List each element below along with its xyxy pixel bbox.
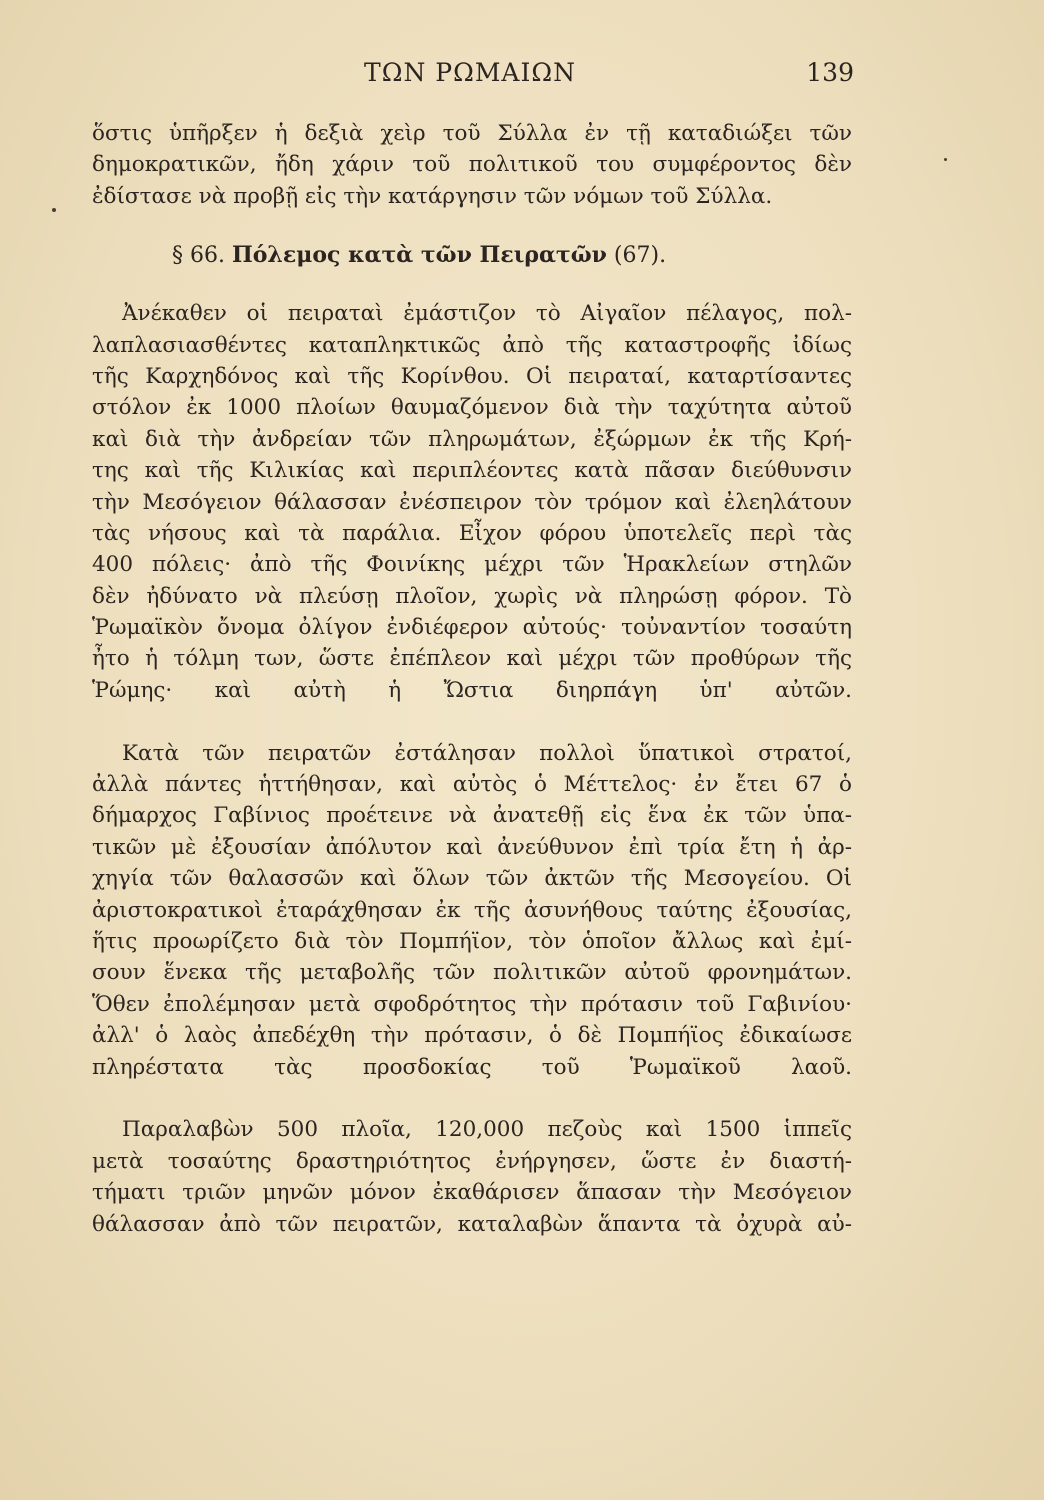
text-line: δημοκρατικῶν, ἤδη χάριν τοῦ πολιτικοῦ του συμφέροντος δὲν	[92, 152, 852, 178]
text-line: πληρέστατα τὰς προσδοκίας τοῦ Ῥωμαϊκοῦ λαοῦ.	[92, 1054, 852, 1080]
text-line: Ἀνέκαθεν οἱ πειραταὶ ἐμάστιζον τὸ Αἰγαῖον πέλαγος, πολ-	[122, 301, 852, 327]
text-line: ἀλλὰ πάντες ἡττήθησαν, καὶ αὐτὸς ὁ Μέττελος· ἐν ἔτει 67 ὁ	[92, 772, 852, 798]
text-line: 400 πόλεις· ἀπὸ τῆς Φοινίκης μέχρι τῶν Ἡρακλείων στηλῶν	[92, 552, 852, 578]
ink-speck	[52, 208, 56, 212]
running-title: ΤΩΝ ΡΩΜΑΙΩΝ	[364, 58, 576, 87]
text-line: λαπλασιασθέντες καταπληκτικῶς ἀπὸ τῆς καταστροφῆς ἰδίως	[92, 332, 852, 358]
text-line	[92, 706, 852, 737]
text-line: ὅστις ὑπῆρξεν ἡ δεξιὰ χεὶρ τοῦ Σύλλα ἐν τῇ καταδιώξει τῶν	[92, 121, 852, 146]
text-line: τὴν Μεσόγειον θάλασσαν ἐνέσπειρον τὸν τρόμον καὶ ἐλεηλάτουν	[92, 489, 852, 515]
text-line: Ῥωμαϊκὸν ὄνομα ὀλίγον ἐνδιέφερον αὐτούς· τοὐναντίον τοσαύτη	[92, 615, 852, 641]
text-line: δήμαρχος Γαβίνιος προέτεινε νὰ ἀνατεθῇ εἰς ἕνα ἐκ τῶν ὑπα-	[92, 803, 852, 829]
section-heading	[92, 232, 852, 278]
text-line: τὰς νήσους καὶ τὰ παράλια. Εἶχον φόρου ὑποτελεῖς περὶ τὰς	[92, 520, 852, 546]
text-line: στόλον ἐκ 1000 πλοίων θαυμαζόμενον διὰ τὴν ταχύτητα αὐτοῦ	[92, 395, 852, 421]
text-line: της καὶ τῆς Κιλικίας καὶ περιπλέοντες κατὰ πᾶσαν διεύθυνσιν	[92, 458, 852, 484]
text-line: ἥτις προωρίζετο διὰ τὸν Πομπήϊον, τὸν ὁποῖον ἄλλως καὶ ἐμί-	[92, 928, 852, 954]
running-header	[90, 58, 854, 92]
text-line: ἐδίστασε νὰ προβῇ εἰς τὴν κατάργησιν τῶν νόμων τοῦ Σύλλα.	[92, 183, 773, 209]
text-line: Κατὰ τῶν πειρατῶν ἐστάλησαν πολλοὶ ὕπατικοὶ στρατοί,	[122, 740, 852, 766]
body-text	[92, 118, 852, 1240]
text-line: τήματι τριῶν μηνῶν μόνον ἐκαθάρισεν ἅπασαν τὴν Μεσόγειον	[92, 1180, 852, 1206]
text-line: θάλασσαν ἀπὸ τῶν πειρατῶν, καταλαβὼν ἅπαντα τὰ ὀχυρὰ αὐ-	[92, 1211, 852, 1237]
page-number: 139	[806, 58, 854, 87]
text-line: καὶ διὰ τὴν ἀνδρείαν τῶν πληρωμάτων, ἐξώρμων ἐκ τῆς Κρή-	[92, 426, 852, 452]
text-line: σουν ἕνεκα τῆς μεταβολῆς τῶν πολιτικῶν αὐτοῦ φρονημάτων.	[92, 960, 852, 986]
text-line: ἦτο ἡ τόλμη των, ὥστε ἐπέπλεον καὶ μέχρι τῶν προθύρων τῆς	[92, 646, 852, 672]
text-line: Ῥώμης· καὶ αὐτὴ ἡ Ὤστια διηρπάγη ὑπ' αὐτῶν.	[92, 677, 852, 703]
text-line	[92, 1083, 852, 1114]
text-line: ἀλλ' ὁ λαὸς ἀπεδέχθη τὴν πρότασιν, ὁ δὲ Πομπήϊος ἐδικαίωσε	[92, 1023, 852, 1049]
text-line: δὲν ἠδύνατο νὰ πλεύσῃ πλοῖον, χωρὶς νὰ πληρώσῃ φόρον. Τὸ	[92, 583, 852, 609]
text-line: μετὰ τοσαύτης δραστηριότητος ἐνήργησεν, ὥστε ἐν διαστή-	[92, 1148, 852, 1174]
ink-speck	[944, 158, 947, 161]
text-line: Ὅθεν ἐπολέμησαν μετὰ σφοδρότητος τὴν πρότασιν τοῦ Γαβινίου·	[92, 991, 852, 1017]
text-line: χηγία τῶν θαλασσῶν καὶ ὅλων τῶν ἀκτῶν τῆς Μεσογείου. Οἱ	[92, 866, 852, 892]
section-number: § 66.	[172, 243, 225, 269]
text-line: ἀριστοκρατικοὶ ἐταράχθησαν ἐκ τῆς ἀσυνήθους ταύτης ἐξουσίας,	[92, 897, 852, 923]
text-line: τῆς Καρχηδόνος καὶ τῆς Κορίνθου. Οἱ πειραταί, καταρτίσαντες	[92, 363, 852, 389]
section-footnote-ref: (67).	[613, 243, 667, 269]
text-line: Παραλαβὼν 500 πλοῖα, 120,000 πεζοὺς καὶ 1500 ἱππεῖς	[122, 1117, 852, 1143]
text-line: τικῶν μὲ ἐξουσίαν ἀπόλυτον καὶ ἀνεύθυνον ἐπὶ τρία ἔτη ἡ ἀρ-	[92, 834, 852, 860]
section-title: Πόλεμος κατὰ τῶν Πειρατῶν	[231, 242, 607, 269]
